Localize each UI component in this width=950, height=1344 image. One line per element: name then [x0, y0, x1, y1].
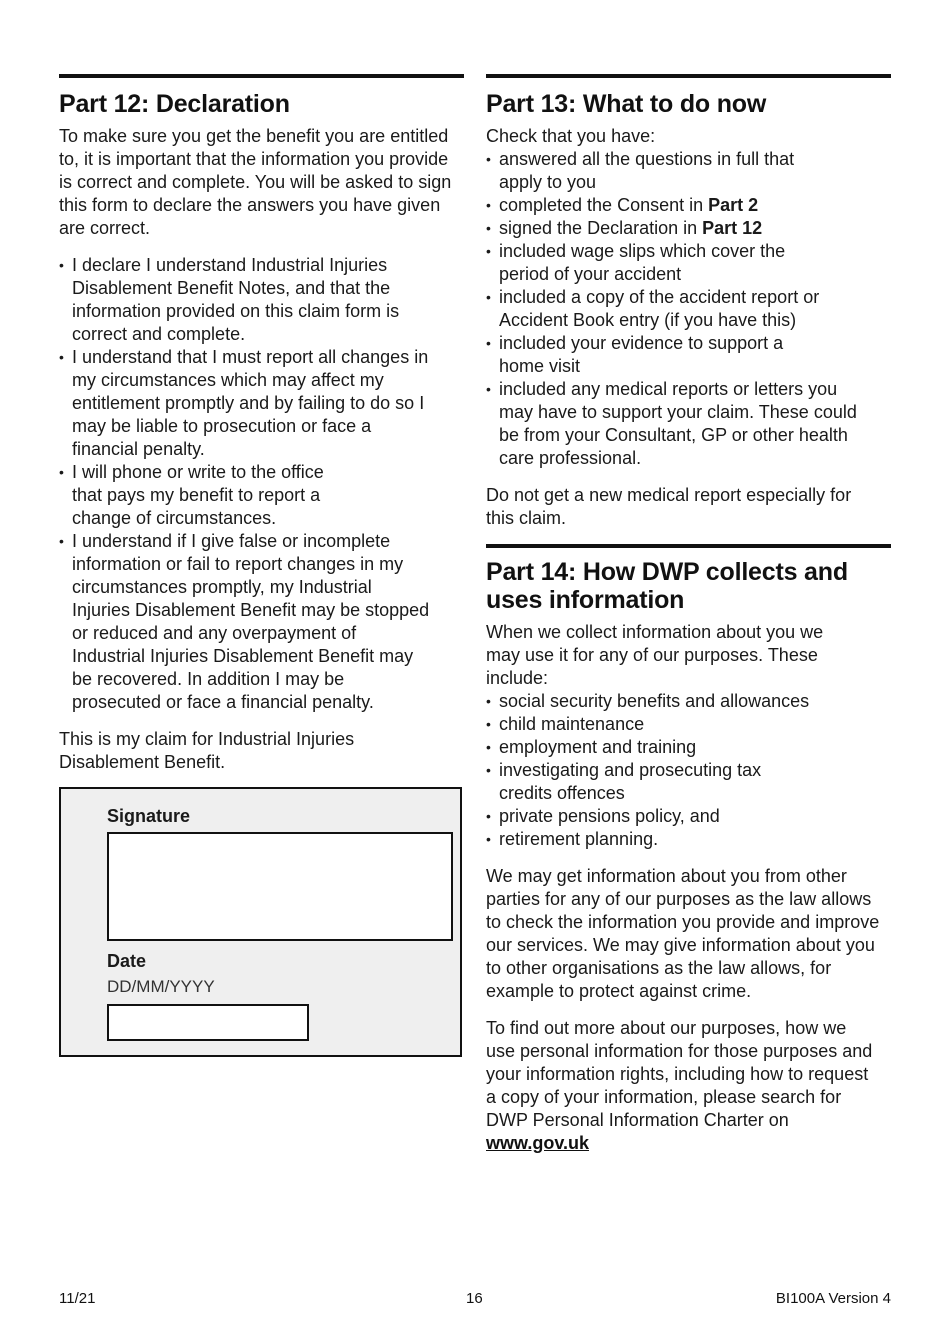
signature-field[interactable]: [107, 832, 453, 941]
list-item: • employment and training: [486, 736, 846, 759]
claim-statement: This is my claim for Industrial Injuries Disablement Benefit.: [59, 729, 355, 772]
list-item: • signed the Declaration in Part 12: [486, 217, 856, 240]
list-item: • social security benefits and allowances: [486, 690, 846, 713]
purposes-list: [486, 690, 846, 851]
footer-date: 11/21: [59, 1290, 96, 1307]
date-label: Date: [107, 951, 147, 971]
signature-label: Signature: [107, 806, 191, 826]
part13-note: Do not get a new medical report especially for this claim.: [486, 485, 852, 528]
list-item: • I will phone or write to the office that pays my benefit to report a change of circumstances.: [59, 461, 352, 530]
declaration-list: [59, 254, 434, 714]
checklist: [486, 148, 856, 470]
list-item: • private pensions policy, and: [486, 805, 846, 828]
part12-heading: Part 12: Declaration: [59, 90, 290, 118]
part14-intro: When we collect information about you we may use it for any of our purposes. These include:: [486, 622, 824, 688]
date-field[interactable]: [107, 1004, 309, 1041]
list-item: • answered all the questions in full that apply to you: [486, 148, 829, 194]
right-column: [486, 74, 891, 1155]
list-item: • I understand that I must report all changes in my circumstances which may affect my entitlement promptly and by failing to do so I may be liable to prosecution or face a financial penalty.: [59, 346, 434, 461]
signature-panel: [59, 787, 462, 1057]
list-item: • included your evidence to support a home visit: [486, 332, 809, 378]
part13-intro: Check that you have:: [486, 126, 656, 146]
date-format-hint: DD/MM/YYYY: [107, 977, 215, 996]
part14-sharing-paragraph: We may get information about you from other parties for any of our purposes as the law allows to check the information you provide and improve our services. We may give information about you to other organisations as the law allows, for example to protect against crime.: [486, 866, 880, 1001]
part13-heading: Part 13: What to do now: [486, 90, 767, 118]
list-item: • investigating and prosecuting tax credits offences: [486, 759, 799, 805]
part12-intro: To make sure you get the benefit you are entitled to, it is important that the information you provide is correct and complete. You will be asked to sign this form to declare the answers you have given are correct.: [59, 126, 452, 238]
left-column: [59, 74, 464, 1057]
list-item: • retirement planning.: [486, 828, 846, 851]
list-item: • included any medical reports or letters you may have to support your claim. These could be from your Consultant, GP or other health care professional.: [486, 378, 864, 470]
list-item: • I declare I understand Industrial Injuries Disablement Benefit Notes, and that the information provided on this claim form is correct and complete.: [59, 254, 434, 346]
gov-uk-link[interactable]: www.gov.uk: [486, 1133, 590, 1153]
list-item: • child maintenance: [486, 713, 846, 736]
list-item: • completed the Consent in Part 2: [486, 194, 856, 217]
list-item: • included a copy of the accident report or Accident Book entry (if you have this): [486, 286, 859, 332]
list-item: • I understand if I give false or incomplete information or fail to report changes in my circumstances promptly, my Industrial Injuries Disablement Benefit may be stopped or reduced and any overpayment of Industrial Injuries Disablement Benefit may be recovered. In addition I may be prosecuted or face a financial penalty.: [59, 530, 434, 714]
page-number: 16: [466, 1290, 483, 1307]
part14-heading: Part 14: How DWP collects and uses information: [486, 558, 848, 614]
form-version: BI100A Version 4: [775, 1290, 891, 1307]
list-item: • included wage slips which cover the period of your accident: [486, 240, 824, 286]
part14-charter-paragraph: To find out more about our purposes, how we use personal information for those purposes and your information rights, including how to request a copy of your information, please search for DWP Personal Information Charter on www.gov.uk: [486, 1018, 873, 1153]
